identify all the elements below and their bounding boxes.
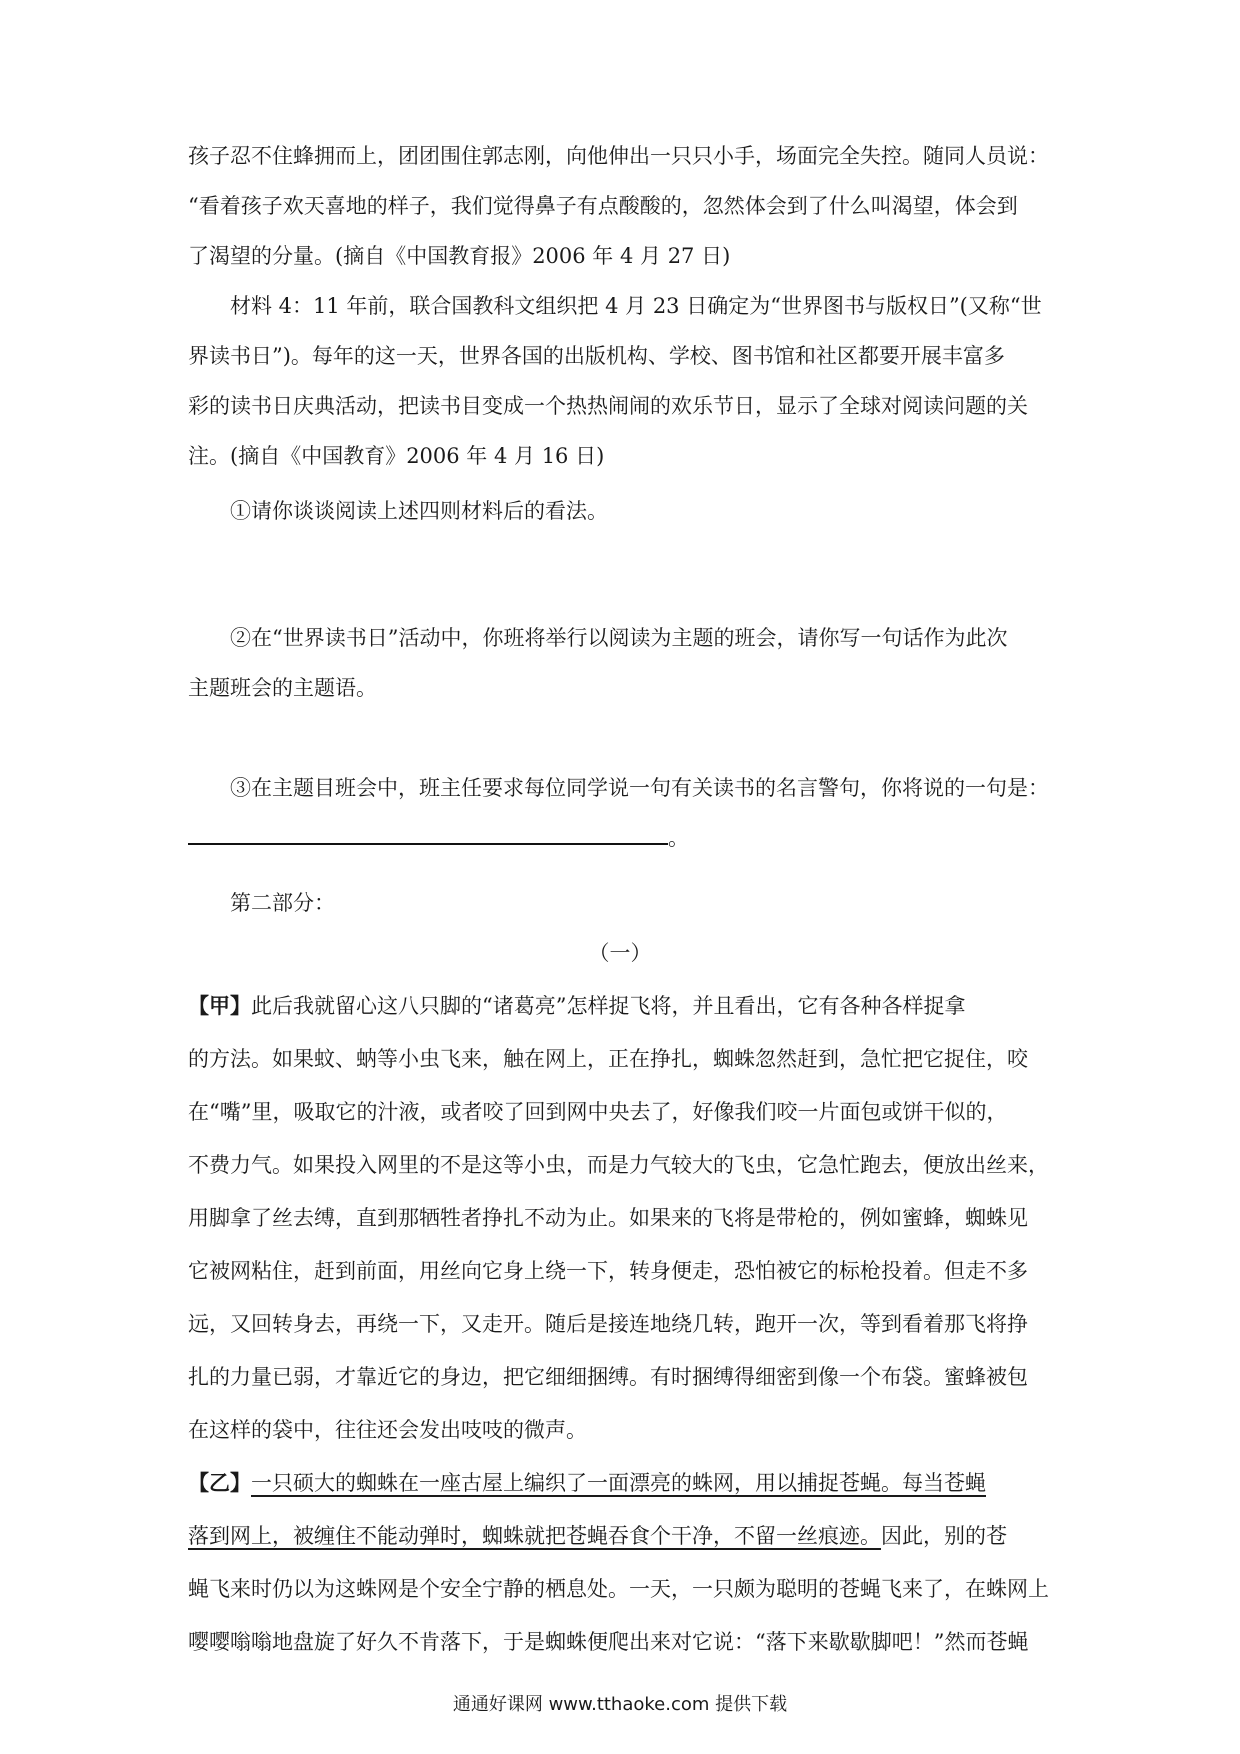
passage-yi-line: 蝇飞来时仍以为这蛛网是个安全宁静的栖息处。一天，一只颇为聪明的苍蝇飞来了，在蛛网上 xyxy=(188,1577,1049,1601)
passage-jia-line: 在这样的袋中，往往还会发出吱吱的微声。 xyxy=(188,1418,587,1442)
passage-yi-line xyxy=(188,1458,1058,1508)
underlined-sentence: 一只硕大的蜘蛛在一座古屋上编织了一面漂亮的蛛网，用以捕捉苍蝇。每当苍蝇 xyxy=(251,1471,986,1495)
passage-yi-line: 嘤嘤嗡嗡地盘旋了好久不肯落下，于是蜘蛛便爬出来对它说：“落下来歇歇脚吧！”然而苍蝇 xyxy=(188,1630,1029,1654)
question-3-line: ③在主题目班会中，班主任要求每位同学说一句有关读书的名言警句，你将说的一句是： xyxy=(230,776,1049,800)
answer-blank[interactable] xyxy=(188,821,668,845)
question-3-answer xyxy=(188,813,1058,863)
passage-jia-line xyxy=(188,981,1058,1031)
page-footer: 通通好课网 www.tthaoke.com 提供下载 xyxy=(452,1694,788,1715)
paragraph-line: 了渴望的分量。(摘自《中国教育报》2006 年 4 月 27 日) xyxy=(188,244,731,268)
material-4-line: 彩的读书日庆典活动，把读书目变成一个热热闹闹的欢乐节日，显示了全球对阅读问题的关 xyxy=(188,394,1028,418)
passage-yi-text: 因此，别的苍 xyxy=(881,1524,1007,1548)
passage-jia-line: 在“嘴”里，吸取它的汁液，或者咬了回到网中央去了，好像我们咬一片面包或饼干似的， xyxy=(188,1100,1008,1124)
question-2-line: 主题班会的主题语。 xyxy=(188,676,377,700)
passage-jia-line: 的方法。如果蚊、蚋等小虫飞来，触在网上，正在挣扎，蜘蛛忽然赶到，急忙把它捉住，咬 xyxy=(188,1047,1028,1071)
paragraph-line: 孩子忍不住蜂拥而上，团团围住郭志刚，向他伸出一只只小手，场面完全失控。随同人员说： xyxy=(188,144,1049,168)
passage-jia-line: 用脚拿了丝去缚，直到那牺牲者挣扎不动为止。如果来的飞将是带枪的，例如蜜蜂，蜘蛛见 xyxy=(188,1206,1028,1230)
material-4-line: 注。(摘自《中国教育》2006 年 4 月 16 日) xyxy=(188,444,605,468)
question-2-line: ②在“世界读书日”活动中，你班将举行以阅读为主题的班会，请你写一句话作为此次 xyxy=(230,626,1008,650)
underlined-sentence: 落到网上，被缠住不能动弹时，蜘蛛就把苍蝇吞食个干净，不留一丝痕迹。 xyxy=(188,1524,881,1548)
passage-yi-mark: 【乙】 xyxy=(188,1470,251,1495)
paragraph-line: “看着孩子欢天喜地的样子，我们觉得鼻子有点酸酸的，忽然体会到了什么叫渴望，体会到 xyxy=(188,194,1018,218)
passage-yi-line xyxy=(188,1511,1058,1561)
material-4-line: 界读书日”)。每年的这一天，世界各国的出版机构、学校、图书馆和社区都要开展丰富多 xyxy=(188,344,1005,368)
passage-jia-mark: 【甲】 xyxy=(188,993,251,1018)
passage-jia-line: 不费力气。如果投入网里的不是这等小虫，而是力气较大的飞虫，它急忙跑去，便放出丝来， xyxy=(188,1153,1049,1177)
question-1: ①请你谈谈阅读上述四则材料后的看法。 xyxy=(230,499,608,523)
period: 。 xyxy=(668,826,689,850)
part-2-heading: 第二部分： xyxy=(230,891,335,915)
passage-jia-line: 它被网粘住，赶到前面，用丝向它身上绕一下，转身便走，恐怕被它的标枪投着。但走不多 xyxy=(188,1259,1028,1283)
section-one-heading: （一） xyxy=(588,941,652,965)
passage-jia-text: 此后我就留心这八只脚的“诸葛亮”怎样捉飞将，并且看出，它有各种各样捉拿 xyxy=(251,994,966,1018)
passage-jia-line: 远，又回转身去，再绕一下，又走开。随后是接连地绕几转，跑开一次，等到看着那飞将挣 xyxy=(188,1312,1028,1336)
material-4-line: 材料 4：11 年前，联合国教科文组织把 4 月 23 日确定为“世界图书与版权日”(又称“世 xyxy=(230,294,1042,318)
passage-jia-line: 扎的力量已弱，才靠近它的身边，把它细细捆缚。有时捆缚得细密到像一个布袋。蜜蜂被包 xyxy=(188,1365,1028,1389)
